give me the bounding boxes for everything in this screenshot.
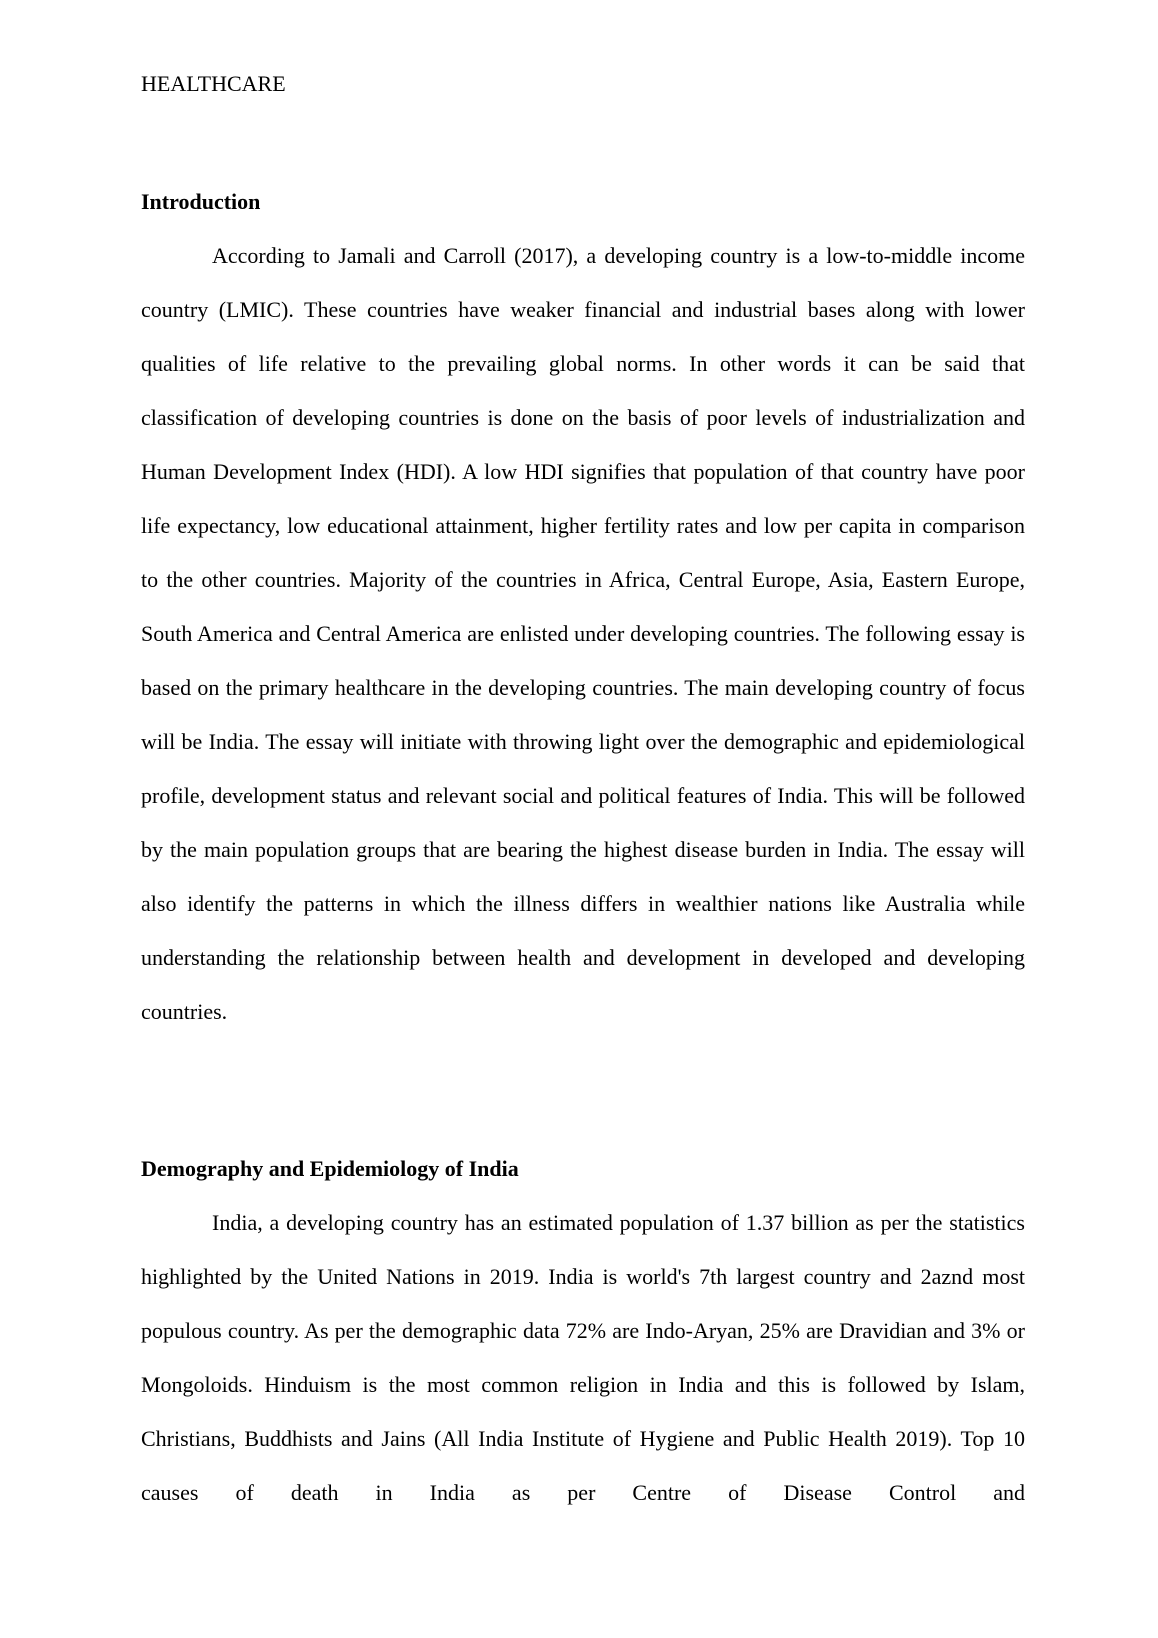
paragraph-introduction: According to Jamali and Carroll (2017), a developing country is a low-to-middle income country (LMIC). These countries have weaker financial and industrial bases along with lower qualities of life relative to the prevailing global norms. In other words it can be said that classification of developing countries is done on the basis of poor levels of industrialization and Human Development Index (HDI). A low HDI signifies that population of that country have poor life expectancy, low educational attainment, higher fertility rates and low per capita in comparison to the other countries. Majority of the countries in Africa, Central Europe, Asia, Eastern Europe, South America and Central America are enlisted under developing countries. The following essay is based on the primary healthcare in the developing countries. The main developing country of focus will be India. The essay will initiate with throwing light over the demographic and epidemiological profile, development status and relevant social and political features of India. This will be followed by the main population groups that are bearing the highest disease burden in India. The essay will also identify the patterns in which the illness differs in wealthier nations like Australia while understanding the relationship between health and development in developed and developing countries. (141, 243, 1025, 1024)
section-heading-demography: Demography and Epidemiology of India (141, 1156, 519, 1181)
running-head: HEALTHCARE (141, 71, 286, 96)
paragraph-demography: India, a developing country has an estimated population of 1.37 billion as per the statistics highlighted by the United Nations in 2019. India is world's 7th largest country and 2aznd most populous country. As per the demographic data 72% are Indo-Aryan, 25% are Dravidian and 3% or Mongoloids. Hinduism is the most common religion in India and this is followed by Islam, Christians, Buddhists and Jains (All India Institute of Hygiene and Public Health 2019). Top 10 causes of death in India as per Centre of Disease Control and (141, 1210, 1025, 1505)
section-heading-introduction: Introduction (141, 189, 261, 214)
